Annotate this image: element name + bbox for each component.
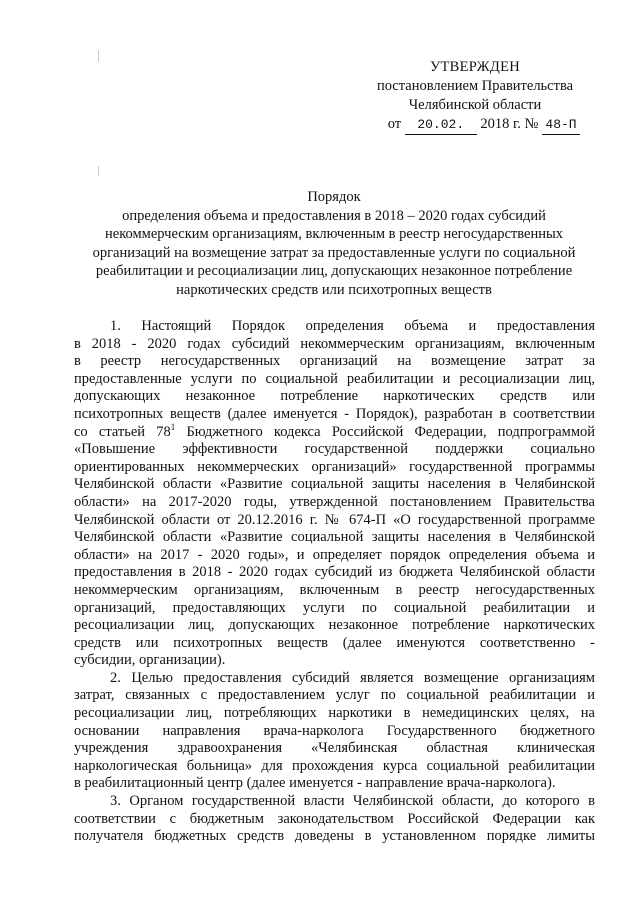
body-line: основании направления врача-нарколога Государственного бюджетного bbox=[74, 722, 595, 739]
margin-mark bbox=[98, 50, 99, 62]
title-line: определения объема и предоставления в 2018 – 2020 годах субсидий bbox=[122, 207, 546, 224]
body-line: допускающих незаконное потребление наркотических средств или bbox=[74, 388, 595, 405]
body-line: «Повышение эффективности государственной поддержки социально bbox=[74, 441, 595, 458]
body-line: средств или психотропных веществ (далее именуются соответственно - bbox=[74, 634, 595, 651]
body-line: области» на 2017-2020 годы, утвержденной постановлением Правительства bbox=[74, 493, 595, 510]
body-line: предоставления в 2018 - 2020 годах субсидий из бюджета Челябинской области bbox=[74, 564, 595, 581]
approval-stamp bbox=[370, 58, 580, 135]
body-line: 1. Настоящий Порядок определения объема и предоставления bbox=[110, 318, 595, 334]
title-line: наркотических средств или психотропных веществ bbox=[176, 281, 492, 298]
body-text: Бюджетного кодекса Российской Федерации, подпрограммой bbox=[175, 423, 596, 440]
body-line: ресоциализации лиц, потребляющих наркотики в немедицинских целях, на bbox=[74, 705, 595, 722]
document-body bbox=[74, 318, 595, 846]
body-line: 3. Органом государственной власти Челябинской области, до которого в bbox=[110, 793, 595, 810]
body-text: со статьей 78 bbox=[74, 423, 171, 440]
body-line: организаций, предоставляющих услуги по социальной реабилитации и bbox=[74, 599, 595, 616]
superscript: 1 bbox=[170, 421, 176, 432]
date-prefix: от bbox=[387, 116, 402, 132]
handwritten-number: 48-П bbox=[542, 115, 580, 135]
body-line: Челябинской области от 20.12.2016 г. № 674-П «О государственной программе bbox=[74, 511, 595, 528]
title-line: Порядок bbox=[307, 189, 361, 205]
body-line: в 2018 - 2020 годах субсидий некоммерческим организациям, включенным bbox=[74, 335, 595, 352]
body-line: Челябинской области «Развитие социальной защиты населения в Челябинской bbox=[74, 529, 595, 546]
approval-line: Челябинской области bbox=[408, 97, 542, 113]
body-line: ресоциализации лиц, допускающих незаконное потребление наркотических bbox=[74, 617, 595, 634]
body-line: субсидии, организации). bbox=[74, 652, 226, 669]
body-line: области» на 2017 - 2020 годы», и определяет порядок определения объема и bbox=[74, 546, 595, 563]
handwritten-date: 20.02. bbox=[405, 115, 477, 135]
margin-mark bbox=[98, 166, 99, 176]
body-line: предоставленные услуги по социальной реабилитации и ресоциализации лиц, bbox=[74, 370, 595, 387]
document-title bbox=[74, 188, 594, 299]
title-line: некоммерческим организациям, включенным в реестр негосударственных bbox=[105, 226, 563, 242]
body-line: в реестр негосударственных организаций на возмещение затрат за bbox=[74, 353, 595, 370]
title-line: организаций на возмещение затрат за предоставленные услуги по социальной bbox=[92, 244, 576, 261]
body-line: затрат, связанных с предоставлением услуг по социальной реабилитации и bbox=[74, 687, 595, 704]
body-line: психотропных веществ (далее именуется - Порядок), разработан в соответствии bbox=[74, 405, 595, 422]
date-suffix: 2018 г. № bbox=[480, 116, 539, 132]
body-line bbox=[74, 421, 596, 442]
body-line: в реабилитационный центр (далее именуется - направление врача-нарколога). bbox=[74, 775, 556, 792]
body-line: учреждения здравоохранения «Челябинская областная клиническая bbox=[74, 740, 595, 757]
approval-date-line bbox=[370, 115, 580, 135]
approval-heading: УТВЕРЖДЕН bbox=[429, 59, 521, 75]
body-line: некоммерческим организациям, включенным в реестр негосударственных bbox=[74, 581, 595, 598]
body-line: Челябинской области «Развитие социальной защиты населения в Челябинской bbox=[74, 476, 595, 493]
body-line: получателя бюджетных средств доведены в установленном порядке лимиты bbox=[74, 828, 595, 845]
title-line: реабилитации и ресоциализации лиц, допускающих незаконное потребление bbox=[95, 263, 573, 279]
body-line: ориентированных некоммерческих организаций» государственной программы bbox=[74, 458, 595, 475]
body-line: наркологическая больница» для прохождения курса социальной реабилитации bbox=[74, 757, 595, 774]
approval-line: постановлением Правительства bbox=[376, 78, 574, 94]
body-line: соответствии с бюджетным законодательством Российской Федерации как bbox=[74, 810, 595, 827]
body-line: 2. Целью предоставления субсидий является возмещение организациям bbox=[110, 669, 595, 686]
